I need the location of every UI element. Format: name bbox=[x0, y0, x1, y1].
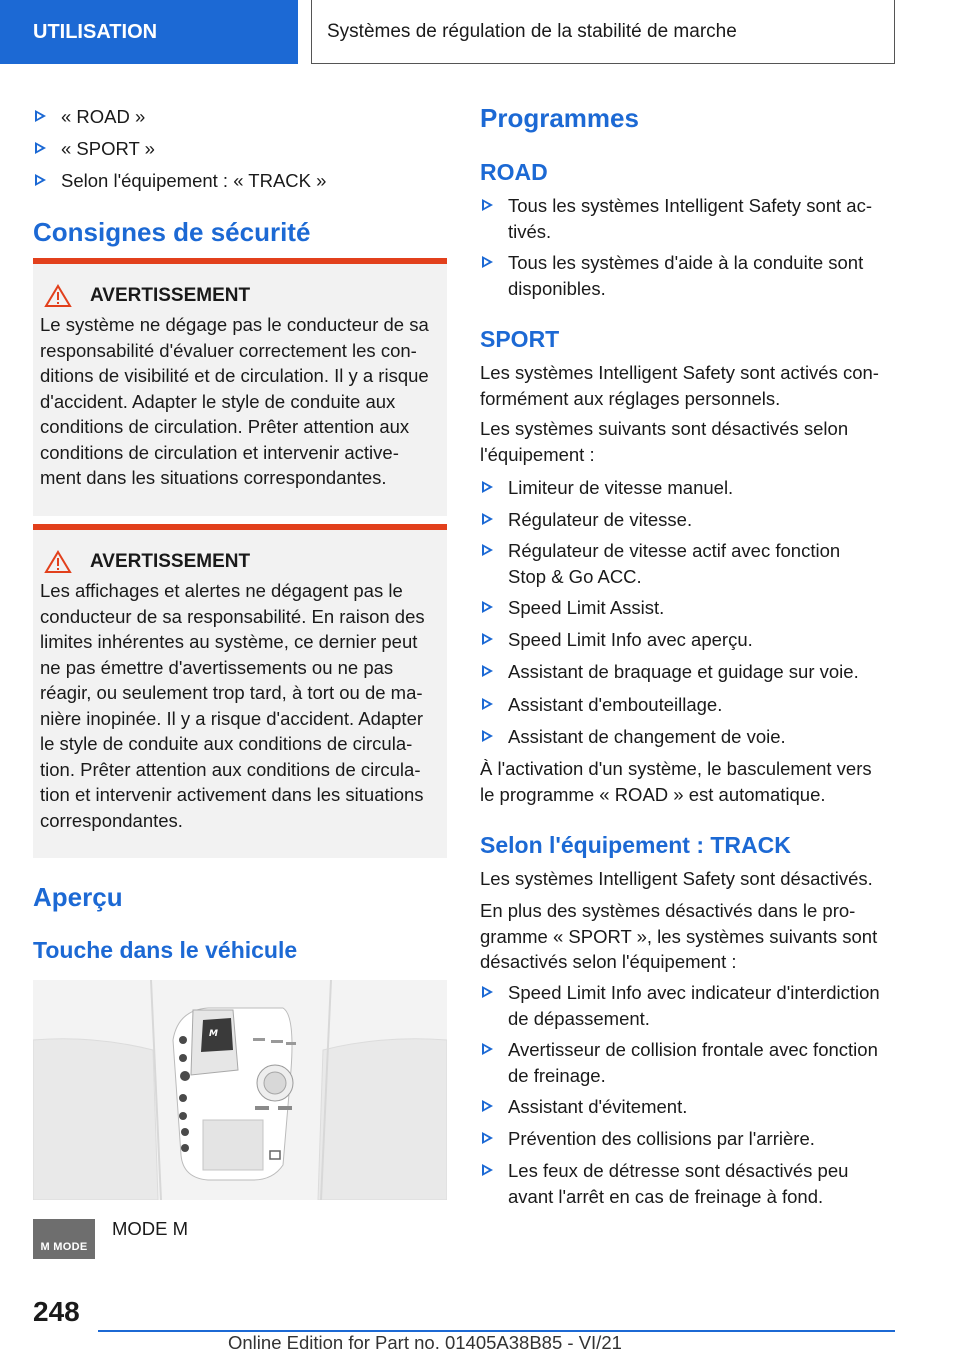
bullet-triangle-icon bbox=[35, 174, 46, 186]
list-item: Speed Limit Assist. bbox=[480, 595, 664, 621]
list-item: Avertisseur de collision frontale avec fonction de freinage. bbox=[480, 1037, 878, 1088]
bullet-triangle-icon bbox=[482, 1132, 493, 1144]
bullet-triangle-icon bbox=[482, 730, 493, 742]
chapter-title: Systèmes de régulation de la stabilité de marche bbox=[327, 20, 737, 42]
warning-title: AVERTISSEMENT bbox=[90, 285, 251, 306]
list-item: « ROAD » bbox=[33, 104, 145, 130]
list-item: Assistant d'embouteillage. bbox=[480, 692, 722, 718]
warning-title: AVERTISSEMENT bbox=[90, 551, 251, 572]
track-paragraph: En plus des systèmes désactivés dans le pro‐ gramme « SPORT », les systèmes suivants sont désactivés selon l'équipement : bbox=[480, 900, 878, 972]
list-item: Tous les systèmes d'aide à la conduite sont disponibles. bbox=[480, 250, 863, 301]
edition-footer: Online Edition for Part no. 01405A38B85 - VI/21 bbox=[228, 1332, 622, 1353]
bullet-triangle-icon bbox=[482, 633, 493, 645]
m-mode-button-icon: M MODE bbox=[33, 1219, 95, 1259]
bullet-triangle-icon bbox=[35, 110, 46, 122]
button-heading: Touche dans le véhicule bbox=[33, 937, 298, 963]
warning-text: Le système ne dégage pas le conducteur de sa responsabilité d'évaluer correctement les con‐ ditions de visibilité et de circulation. Il y a risque d'accident. Adapter le style de conduite aux conditions de circulation. Prêter attention aux conditions de circulation et intervenir active‐ ment dans les situations correspondantes. bbox=[40, 314, 429, 488]
list-item: Selon l'équipement : « TRACK » bbox=[33, 168, 326, 194]
bullet-triangle-icon bbox=[482, 986, 493, 998]
svg-text:M: M bbox=[209, 1029, 218, 1039]
warning-triangle-icon bbox=[44, 550, 72, 574]
list-item: Prévention des collisions par l'arrière. bbox=[480, 1126, 815, 1152]
m-mode-label: MODE M bbox=[112, 1218, 189, 1239]
center-console-illustration bbox=[33, 980, 447, 1200]
bullet-triangle-icon bbox=[482, 665, 493, 677]
list-item: Speed Limit Info avec indicateur d'interdiction de dépassement. bbox=[480, 980, 880, 1031]
bullet-triangle-icon bbox=[482, 199, 493, 211]
bullet-triangle-icon bbox=[482, 698, 493, 710]
list-item: Assistant d'évitement. bbox=[480, 1094, 687, 1120]
bullet-triangle-icon bbox=[482, 256, 493, 268]
page-number: 248 bbox=[33, 1296, 80, 1327]
programs-heading: Programmes bbox=[480, 103, 639, 133]
list-item: « SPORT » bbox=[33, 136, 155, 162]
bullet-triangle-icon bbox=[482, 544, 493, 556]
bullet-triangle-icon bbox=[482, 1100, 493, 1112]
center-console-image bbox=[33, 980, 447, 1200]
road-heading: ROAD bbox=[480, 159, 548, 185]
section-tab bbox=[0, 0, 298, 64]
sport-paragraph: À l'activation d'un système, le basculement vers le programme « ROAD » est automatique. bbox=[480, 758, 872, 805]
bullet-triangle-icon bbox=[482, 601, 493, 613]
warning-triangle-icon bbox=[44, 284, 72, 308]
sport-heading: SPORT bbox=[480, 326, 560, 352]
list-item: Régulateur de vitesse actif avec fonction Stop & Go ACC. bbox=[480, 538, 840, 589]
list-item: Régulateur de vitesse. bbox=[480, 507, 692, 533]
bullet-triangle-icon bbox=[482, 1164, 493, 1176]
bullet-triangle-icon bbox=[482, 1043, 493, 1055]
track-heading: Selon l'équipement : TRACK bbox=[480, 832, 791, 858]
bullet-triangle-icon bbox=[35, 142, 46, 154]
sport-paragraph: Les systèmes suivants sont désactivés selon l'équipement : bbox=[480, 418, 849, 465]
warning-box bbox=[33, 258, 447, 516]
list-item: Assistant de braquage et guidage sur voie. bbox=[480, 659, 859, 685]
list-item: Les feux de détresse sont désactivés peu avant l'arrêt en cas de freinage à fond. bbox=[480, 1158, 848, 1209]
overview-heading: Aperçu bbox=[33, 882, 123, 912]
list-item: Speed Limit Info avec aperçu. bbox=[480, 627, 753, 653]
bullet-triangle-icon bbox=[482, 481, 493, 493]
list-item: Assistant de changement de voie. bbox=[480, 724, 786, 750]
sport-paragraph: Les systèmes Intelligent Safety sont activés con‐ formément aux réglages personnels. bbox=[480, 362, 879, 409]
safety-heading: Consignes de sécurité bbox=[33, 217, 311, 247]
bullet-triangle-icon bbox=[482, 513, 493, 525]
warning-box bbox=[33, 524, 447, 858]
section-title: UTILISATION bbox=[33, 20, 158, 43]
chapter-header bbox=[311, 0, 895, 64]
list-item: Limiteur de vitesse manuel. bbox=[480, 475, 733, 501]
warning-text: Les affichages et alertes ne dégagent pas le conducteur de sa responsabilité. En raison des limites inhérentes au système, ce dernier peut ne pas émettre d'avertissements ou ne pas réagir, ou seulement trop tard, à tort ou de ma‐ nière inopinée. Il y a risque d'accident. Adapter le style de conduite aux conditions de circula‐ tion. Prêter attention aux conditions de circula‐ tion et intervenir activement dans les situations correspondantes. bbox=[40, 580, 425, 831]
list-item: Tous les systèmes Intelligent Safety sont ac‐ tivés. bbox=[480, 193, 872, 244]
track-paragraph: Les systèmes Intelligent Safety sont désactivés. bbox=[480, 868, 873, 889]
